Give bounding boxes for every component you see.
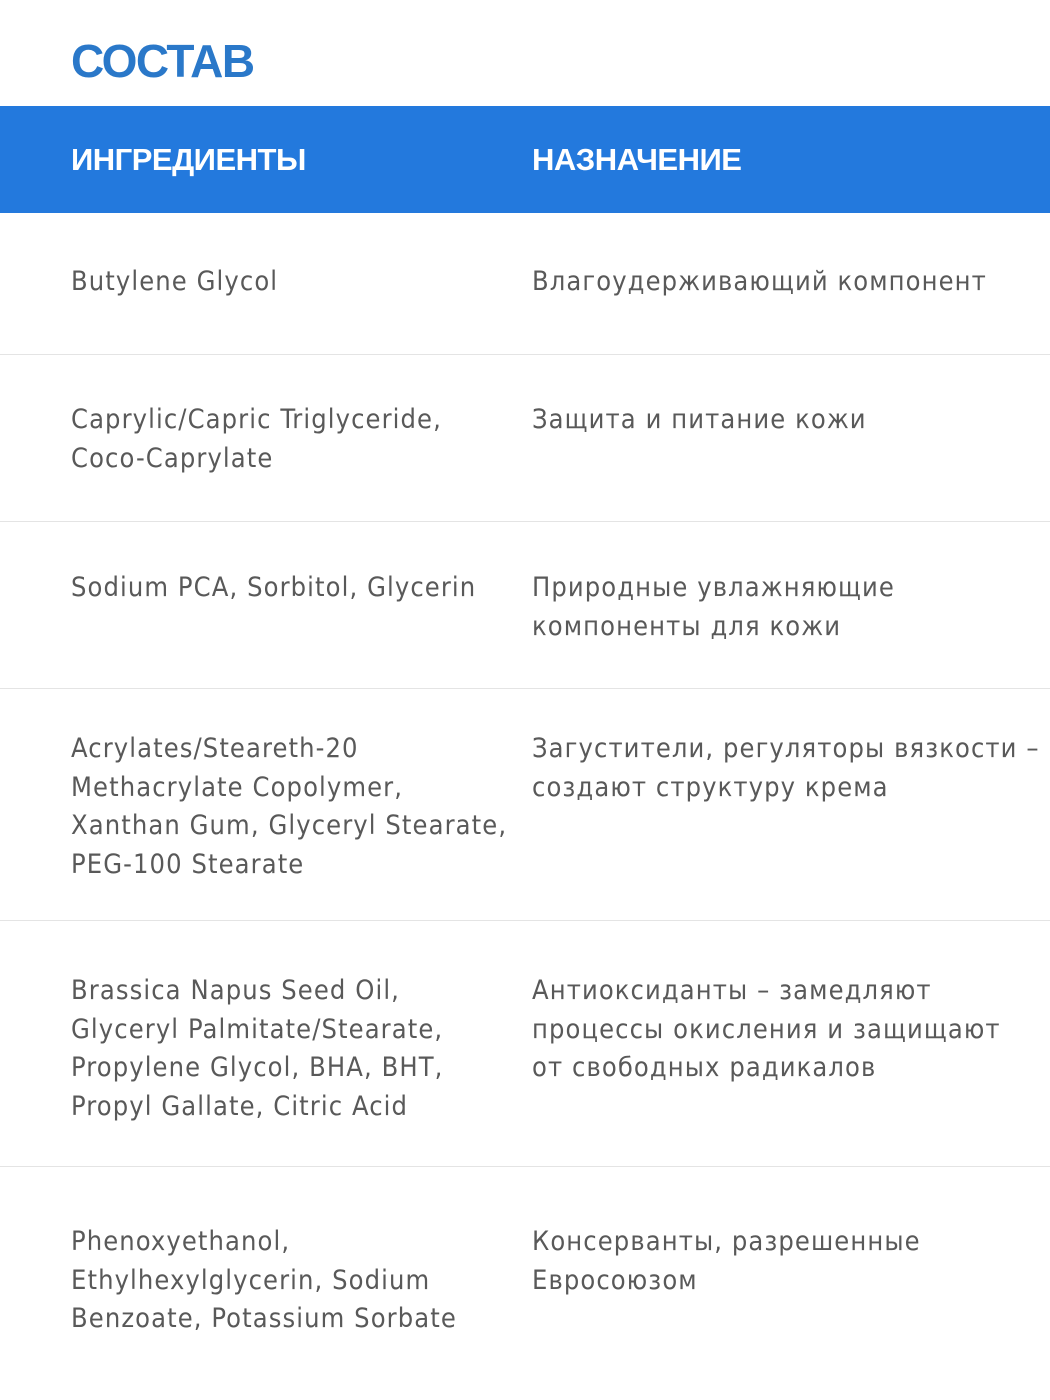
ingredient-cell: Caprylic/Capric Triglyceride, Coco-Caprylate [71, 404, 442, 474]
ingredient-cell: Phenoxyethanol, Ethylhexylglycerin, Sodium Benzoate, Potassium Sorbate [71, 1226, 457, 1334]
purpose-cell: Влагоудерживающий компонент [532, 266, 987, 297]
header-purpose: НАЗНАЧЕНИЕ [532, 142, 742, 177]
table-row [0, 522, 1050, 689]
table-row [0, 355, 1050, 522]
ingredient-cell: Sodium PCA, Sorbitol, Glycerin [71, 572, 477, 603]
purpose-cell: Природные увлажняющие компоненты для кожи [532, 572, 895, 642]
table-row [0, 213, 1050, 355]
table-header [0, 106, 1050, 213]
ingredient-cell: Butylene Glycol [71, 266, 279, 297]
ingredients-table [0, 213, 1050, 1400]
purpose-cell: Консерванты, разрешенные Евросоюзом [532, 1226, 921, 1296]
purpose-cell: Антиоксиданты – замедляют процессы окисления и защищают от свободных радикалов [532, 975, 1001, 1083]
table-row [0, 1167, 1050, 1400]
header-ingredients: ИНГРЕДИЕНТЫ [71, 142, 306, 177]
page-title: СОСТАВ [71, 35, 254, 87]
purpose-cell: Защита и питание кожи [532, 404, 867, 435]
ingredient-cell: Acrylates/Steareth-20 Methacrylate Copolymer, Xanthan Gum, Glyceryl Stearate, PEG-100 Stearate [71, 733, 508, 880]
table-row [0, 921, 1050, 1167]
table-row [0, 689, 1050, 921]
ingredient-cell: Brassica Napus Seed Oil, Glyceryl Palmitate/Stearate, Propylene Glycol, BHA, BHT, Propyl Gallate, Citric Acid [71, 975, 444, 1122]
purpose-cell: Загустители, регуляторы вязкости – создают структуру крема [532, 733, 1040, 803]
